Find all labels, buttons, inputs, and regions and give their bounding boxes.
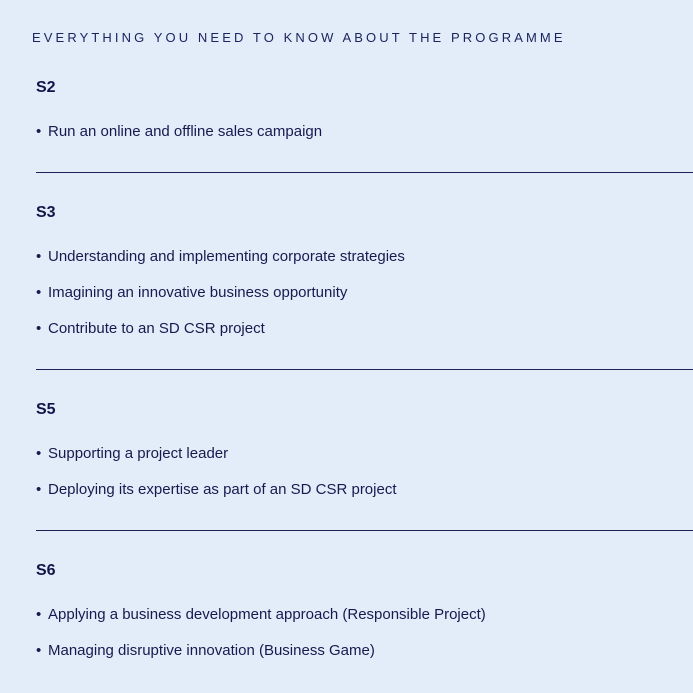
objective-list [36,606,693,660]
semester-title: S6 [36,562,56,579]
semester-title: S3 [36,204,56,221]
bullet-icon: • [36,445,42,462]
list-item-text: Deploying its expertise as part of an SD CSR project [48,481,397,498]
list-item-text: Applying a business development approach (Responsible Project) [48,606,486,623]
semester-section-s5 [36,401,693,499]
list-item [36,284,693,302]
list-item-text: Managing disruptive innovation (Business Game) [48,642,375,659]
semester-section-s6 [36,562,693,660]
bullet-icon: • [36,642,42,659]
list-item [36,481,693,499]
list-item-text: Contribute to an SD CSR project [48,320,265,337]
bullet-icon: • [36,284,42,301]
list-item [36,248,693,266]
semester-title: S2 [36,79,56,96]
bullet-icon: • [36,248,42,265]
bullet-icon: • [36,123,42,140]
bullet-icon: • [36,481,42,498]
list-item-text: Understanding and implementing corporate strategies [48,248,405,265]
list-item [36,445,693,463]
list-item-text: Supporting a project leader [48,445,229,462]
bullet-icon: • [36,606,42,623]
list-item-text: Imagining an innovative business opportunity [48,284,348,301]
list-item [36,123,693,141]
objective-list [36,248,693,338]
programme-eyebrow-heading: EVERYTHING YOU NEED TO KNOW ABOUT THE PROGRAMME [32,30,566,45]
objective-list [36,123,693,141]
list-item [36,320,693,338]
section-divider [36,172,693,173]
section-divider [36,369,693,370]
list-item [36,642,693,660]
semester-section-s3 [36,204,693,338]
section-divider [36,530,693,531]
objective-list [36,445,693,499]
semester-section-s2 [36,79,693,141]
semester-title: S5 [36,401,56,418]
list-item-text: Run an online and offline sales campaign [48,123,323,140]
list-item [36,606,693,624]
bullet-icon: • [36,320,42,337]
